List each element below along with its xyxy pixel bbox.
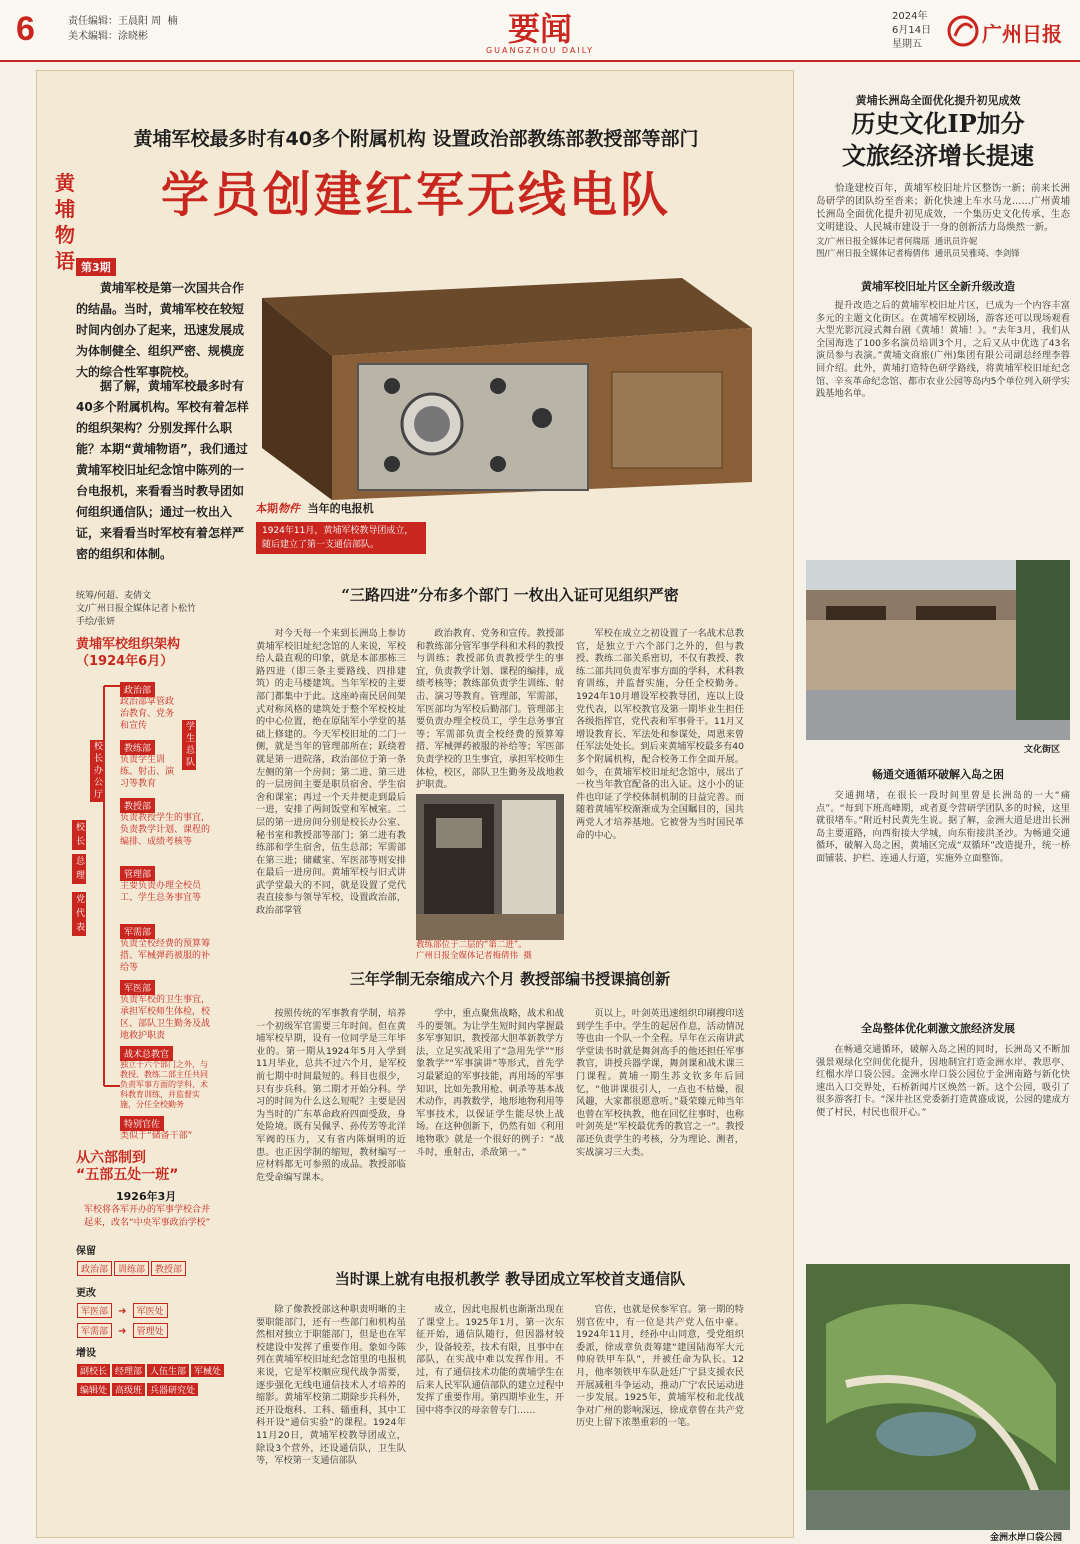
right-headline: 历史文化IP加分 文旅经济增长提速	[842, 109, 1034, 170]
add-label: 增设	[76, 1348, 96, 1359]
right-subheading-2: 畅通交通循环破解入岛之困	[872, 768, 1004, 781]
dept-political: 政治部	[120, 682, 155, 697]
right-text-3: 在畅通交通循环，破解入岛之困的同时，长洲岛又不断加强景观绿化空间优化提升，因地制宜打造金洲水岸、教思亭、红榴水岸口袋公园。金洲水岸口袋公园位于金洲南路与新化快速出入口交界处，石桥新闻片区焕然一新。这个公园，吸引了很多游客打卡。“深井社区党委新打造黄盛成说，公园的建成方便了村民，村民也很开心。”	[816, 1044, 1070, 1118]
right-subheading-3: 全岛整体优化刺激文旅经济发展	[861, 1022, 1015, 1035]
dept-training: 教练部	[120, 740, 155, 755]
reform-keep	[76, 1242, 226, 1277]
section-3-heading: 当时课上就有电报机教学 教导团成立军校首支通信队	[334, 1270, 686, 1288]
logo-wordmark: 广州日报	[982, 22, 1062, 46]
dept-tactics-chief-desc: 独立于六个部门之外，与教授、教练二部主任共同负责军事方面的学科、术科教育训练，并监督实施，分任全校勤务	[120, 1060, 208, 1109]
org-student-corps: 学生总队	[182, 720, 196, 770]
add-tag: 高级班	[112, 1383, 145, 1396]
right-kicker: 黄埔长洲岛全面优化提升初见成效	[855, 94, 1021, 107]
caption-object: 物件	[278, 502, 300, 515]
feature-title: 学员创建红军无线电队	[160, 167, 671, 223]
section-1-heading: “三路四进”分布多个部门 一枚出入证可见组织严密	[341, 586, 679, 604]
arrow-right-icon: ➜	[118, 1306, 127, 1317]
park-photo-caption: 金洲水岸口袋公园	[990, 1533, 1063, 1543]
teaching-dept-photo	[416, 794, 564, 940]
dept-teaching: 教授部	[120, 798, 155, 813]
keep-tag: 训练部	[114, 1261, 149, 1276]
intro-paragraph-2: 据了解，黄埔军校最多时有40多个附属机构。军校有着怎样的组织架构？分别发挥什么职能？本期“黄埔物语”，我们通过黄埔军校旧址纪念馆中陈列的一台电报机，来看看当时教导团如何组织通信队；通过一枚出入证，来看看当时军校有着怎样严密的组织和体制。	[76, 379, 249, 561]
add-tag: 编辑处	[77, 1383, 110, 1396]
dept-teaching-desc: 负责教授学生的事宜，负责教学计划、课程的编排、成绩考核等	[120, 813, 211, 847]
org-root-party-rep: 党代表	[72, 892, 86, 936]
culture-street-photo	[806, 560, 1070, 740]
keep-tag: 教授部	[151, 1261, 186, 1276]
section-1-col-3: 军校在成立之初设置了一名战术总教官，是独立于六个部门之外的，但与教授、教练二部关系密切，不仅有教授、教练二部共同负责军事方面的学科，术科教育训练，并监督实施，分任全校勤务。1924年10月增设军校教导团，连以上设党代表，以军校教官及第一期毕业生担任各级指挥官，党代表和军事骨干。11月又增设教育长、军法处和参谋处，周恩来曾任军法处处长。到后来黄埔军校最多有40多个附属机构，配合校务工作全面开展。如今，在黄埔军校旧址纪念馆中，展出了一枚当年教官配备的出入证。这小小的证件也印证了学校体制机制的日益完善。而随着黄埔军校渐渐成为全国瞩目的，国共两党人才培养基地。它被誉为当时国民革命的中心。	[576, 628, 744, 841]
dept-supply: 军需部	[120, 924, 155, 939]
section-title: 要闻	[507, 10, 572, 48]
reform-changes	[76, 1284, 226, 1339]
section-2-col-3: 页以上，叶剑英迅速组织印刷搜印送到学生手中。学生的起居作息，活动情况等也由一个队一个全程。早年在云南讲武学堂读书时就是舞剑高手的他还担任军事教官，讲授兵器学课，舞剑课和战术课三门课程。黄埔一期生苏文钦多年后回忆，“他讲课很引人，一点也不枯燥，很风趣，大家都很愿意听。”聂荣臻元帅当年也曾在军校执教，他在回忆往事时，也称叶剑英是“军校最优秀的教官之一”。教授部还负责学生的考核，分为理论、测者，实战演习三大类。	[576, 1008, 744, 1158]
add-tag: 兵器研究处	[147, 1383, 198, 1396]
feature-subtitle: 黄埔军校最多时有40多个附属机构 设置政治部教练部教授部等部门	[133, 128, 699, 150]
radio-caption-label	[256, 500, 374, 516]
add-tag: 人伍生部	[147, 1364, 189, 1377]
right-credit: 文/广州日报全媒体记者何瑞瑶 通讯员许妮 图/广州日报全媒体记者梅倩伟 通讯员吴雅琦、李剑锋	[816, 237, 1020, 259]
org-root-principal: 校长	[72, 820, 86, 850]
pocket-park-photo	[806, 1264, 1070, 1530]
series-vertical-title: 黄埔物语	[55, 171, 75, 273]
page-number: 6	[16, 10, 35, 48]
dept-political-desc: 政治部掌管政治教育、党务和宣传	[120, 697, 175, 731]
dept-medical: 军医部	[120, 980, 155, 995]
add-tag: 军械处	[191, 1364, 224, 1377]
right-subheading-1: 黄埔军校旧址片区全新升级改造	[861, 280, 1015, 293]
reform-text: 军校将各军开办的军事学校合并起来，改名“中央军事政治学校”	[84, 1205, 211, 1228]
org-chart-title: 黄埔军校组织架构 （1924年6月）	[76, 637, 181, 669]
dept-special-officers: 特别官佐	[120, 1116, 164, 1131]
logo-emblem-icon	[946, 14, 980, 48]
issue-date: 2024年 6月14日 星期五	[892, 11, 932, 50]
dept-management-desc: 主要负责办理全校员工、学生总务事宜等	[120, 881, 202, 903]
reform-title: 从六部制到 “五部五处一班”	[76, 1150, 179, 1183]
right-lead: 恰逢建校百年，黄埔军校旧址片区整饬一新；前来长洲岛研学的团队纷至沓来；新化快速上车水马龙……广州黄埔长洲岛全面优化提升初见成效，一个集历史文化传承、生态文明建设、人民城市建设于一身的创新活力岛焕然一新。	[816, 183, 1070, 233]
section-2-col-2: 学中，重点聚焦战略，战术和战斗的要领。为让学生短时间内掌握最多军事知识，教授部大胆革新教学方法，立足实战采用了“急用先学”“形象教学”“军事演讲”等形式，首先学习最紧迫的军事技能，再用场的军事知识，比如先教用枪、刺杀等基本战术动作，再教数学，地形地物利用等军事技术，以保证学生能尽快上战场。在这种创新下，仍然有如《利用地物歌》就是一个很好的例子：“战斗时，重射击，杀敌第一。”	[416, 1008, 564, 1158]
section-3-col-3: 官佐，也就是侯参军官。第一期的特别官佐中，有一位是共产党人伍中豪。1924年11月，经孙中山同意，受党组织委派，徐成章负责筹建“建国陆海军大元帅府铁甲车队”，并被任命为队长。12月，他率领铁甲车队赴廷广宁县支援农民开展减租斗争运动，推动广宁农民运动进一步发展。1925年，黄埔军校和北伐战争对广州的影响深远，徐成章曾在共产党历史上留下浓墨重彩的一笔。	[576, 1304, 744, 1429]
change-from: 军需部	[77, 1323, 112, 1338]
section-3-col-2: 成立，因此电报机也渐渐出现在了课堂上。1925年1月，第一次东征开始，通信队随行，但因器材较少，设备较差，技术有限，且事中在部队，在实战中难以发挥作用。不过，有了通信技术功能的黄埔学生在后来人民军队通信部队的建立过程中发挥了重要作用。第四期毕业生，开国中将李汉的母亲曾专门……	[416, 1304, 564, 1416]
feature-credits: 统筹/何超、麦倩文 文/广州日报全媒体记者卜松竹 手绘/张妍	[76, 591, 197, 627]
radio-caption-box: 1924年11月，黄埔军校教导团成立，随后建立了第一支通信部队。	[256, 522, 426, 554]
issue-badge: 第3期	[76, 258, 116, 276]
newspaper-logo	[946, 14, 1068, 50]
dept-tactics-chief: 战术总教官	[120, 1046, 173, 1061]
change-from: 军医部	[77, 1303, 112, 1318]
telegraph-radio-illustration	[262, 268, 758, 532]
dept-supply-desc: 负责全校经费的预算筹措、军械弹药被服的补给等	[120, 939, 211, 973]
section-subtitle-en: GUANGZHOU DAILY	[485, 46, 595, 55]
right-text-2: 交通拥堵，在很长一段时间里曾是长洲岛的一大“痛点”。“每到下班高峰期，或者夏令营研学团队多的时候，这里就很堵车。”附近村民黄先生说。据了解，金洲大道是进出长洲岛主要道路，向西衔接大学城，向东衔接洪圣沙。为畅通交通循环，破解入岛之困，黄埔区完成“双循环”改造提升，统一桥面铺装、护栏、连通人行道，实施外立面整饰。	[816, 790, 1070, 864]
reform-date: 1926年3月	[116, 1190, 177, 1203]
editor-credits: 责任编辑：王晨阳 周 楠 美术编辑：涂晓彬	[68, 16, 178, 42]
section-2-heading: 三年学制无奈缩成六个月 教授部编书授课搞创新	[349, 970, 671, 988]
section-1-col-1: 对今天每一个来到长洲岛上参访黄埔军校旧址纪念馆的人来说，军校给人最直观的印象，就是本部那栋三路四进（即三条主要路线、四排建筑）的走马楼建筑。当年军校的主要部门都集中于此。这座岭南民居间架式对称风格的建筑处于整个军校校址的中心位置，绝在原陆军小学堂的基础上修建的。今天军校旧址的二门一侧，就是当年的管理部所在；跃绕着就是第一进院落，政治部位于第一条左侧的第一个房间；第二进、第三进的一层房间主要是职员宿舍、学生宿舍和课室；再过一个天井便走到最后一进，安排了两间饭堂和军械室。二层的第一进房间分别是校长办公室、秘书室和教授部等部门；第二进有教练部和学生宿舍，伍生总部；军需部在第三进；储藏室、军医部等则安排在最后一进房间。黄埔军校与旧式讲武学堂最大的不同，就是设置了党代表直接参与领导军校，设置政治部，政治部掌管	[256, 628, 406, 917]
dept-special-officers-desc: 类似于“储备干部”	[120, 1131, 193, 1141]
caption-label-text: 当年的电报机	[307, 502, 374, 515]
right-text-1: 提升改造之后的黄埔军校旧址片区，已成为一个内容丰富多元的主题文化街区。在黄埔军校剧场，游客还可以现场观看大型光影沉浸式舞台剧《黄埔！黄埔！》。“去年3月，我们从全国海选了100多名演员培训3个月，之后又从中优选了43名演员参与表演。”黄埔文商旅(广州)集团有限公司副总经理李蓉回介绍。此外，黄埔打造特色研学路线，将黄埔军校旧址纪念馆、辛亥革命纪念馆、都市农业公园等岛内5个单位列入研学实践基地名单。	[816, 300, 1070, 400]
change-to: 军医处	[133, 1303, 168, 1318]
add-tag: 副校长	[77, 1364, 110, 1377]
org-office: 校长办公厅	[90, 740, 104, 802]
caption-prefix: 本期	[256, 502, 278, 515]
section-3-col-1: 除了像教授部这种职责明晰的主要职能部门，还有一些部门和机构虽然相对独立于职能部门，但是也在军校建设中发挥了重要作用。象如今陈列在黄埔军校旧址纪念馆里的电报机来说，它是军校顺应现代战争需要，逐步强化无线电通信技术人才培养的缩影。黄埔军校第二期除步兵科外，还开设炮科、工科、辎重科，其中工科开设“通信实验”的课程。1924年11月20日，黄埔军校教导团成立，除设3个营外，还设通信队，卫生队等，军校第一支通信部队	[256, 1304, 406, 1467]
section-1-col-2: 政治教育、党务和宣传。教授部和教练部分管军事学科和术科的教授与训练；教授部负责教授学生的事宜，负责教学计划、课程的编排，成绩考核等；教练部负责学生训练、射击、演习等教育。管理部，军需部，军医部均为军校后勤部门。管理部主要负责办理全校员工，学生总务事宜等；军需部负责全校经费的预算筹措、军械弹药被服的补给等；军医部负责学校的卫生事宜，承担军校师生体检，校区，部队卫生勤务及战地救护职责。	[416, 628, 564, 790]
change-label: 更改	[76, 1288, 96, 1299]
reform-additions	[76, 1344, 226, 1397]
org-root-premier: 总理	[72, 854, 86, 884]
add-tag: 经理部	[112, 1364, 145, 1377]
dept-training-desc: 负责学生训练、射击、演习等教育	[120, 755, 175, 789]
dept-management: 管理部	[120, 866, 155, 881]
street-photo-caption: 文化街区	[1024, 745, 1061, 755]
photo-caption: 教练部位于二层的“第二进”。 广州日报全媒体记者梅倩伟 摄	[416, 940, 532, 961]
section-2-col-1: 按照传统的军事教育学制，培养一个初级军官需要三年时间。但在黄埔军校早期，设有一位同学是三年毕业的。第一期从1924年5月入学到11月毕业，总共不过六个月，是军校前七期中时间最短的。科目也很少，只有步兵科。第二期才开始分科。学习的时间为什么这么短呢？主要是因为当时的广东革命政府四面受敌，身处险境。既有吴佩孚、孙传芳等北洋军阀的压力，又有省内陈炯明的近患。也正因学制的缩短，教材编写一应材料都无可参照的成品。教授部临危受命编写课本。	[256, 1008, 406, 1183]
keep-tag: 政治部	[77, 1261, 112, 1276]
change-to: 管理处	[133, 1323, 168, 1338]
arrow-right-icon: ➜	[118, 1326, 127, 1337]
keep-label: 保留	[76, 1246, 96, 1257]
dept-medical-desc: 负责军校的卫生事宜，承担军校师生体检，校区、部队卫生勤务及战地救护职责	[120, 995, 211, 1041]
intro-paragraph-1: 黄埔军校是第一次国共合作的结晶。当时，黄埔军校在较短时间内创办了起来，迅速发展成为体制健全、组织严密、规模庞大的综合性军事院校。	[76, 281, 245, 379]
